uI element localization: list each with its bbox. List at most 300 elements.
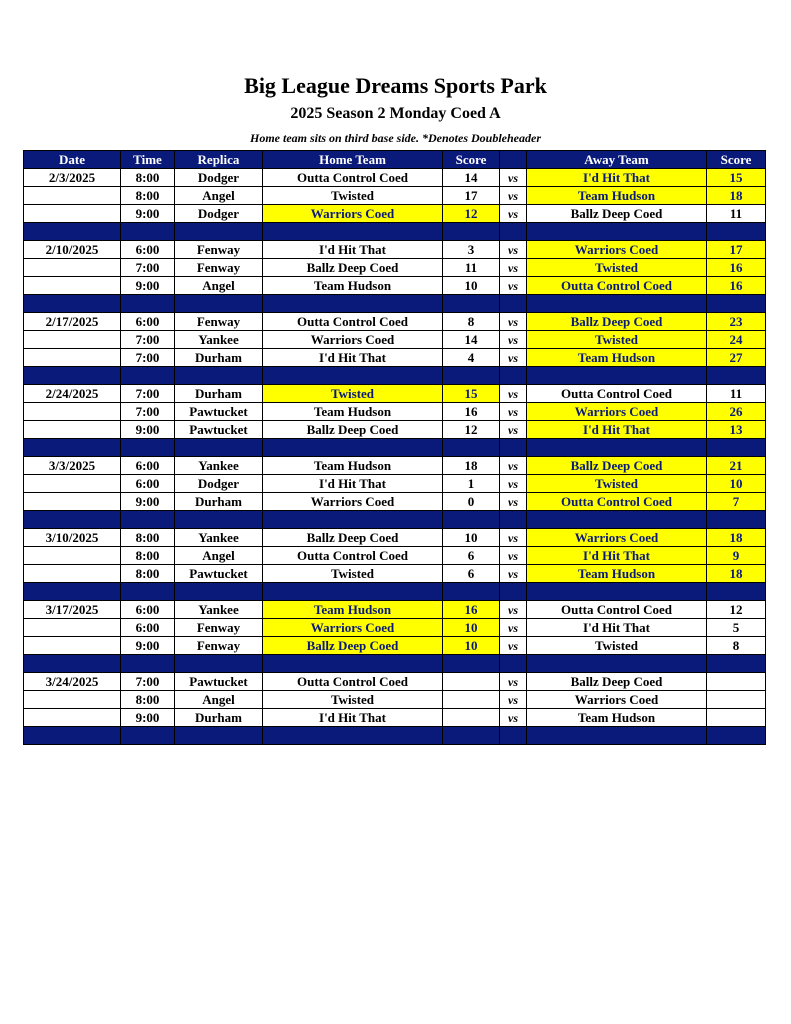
schedule-table	[23, 150, 766, 745]
separator-cell	[175, 295, 263, 313]
away-team: Twisted	[527, 637, 707, 655]
away-team: I'd Hit That	[527, 169, 707, 187]
col-header-vs	[500, 151, 527, 169]
game-row	[24, 313, 766, 331]
game-replica: Fenway	[175, 259, 263, 277]
home-team: I'd Hit That	[263, 475, 443, 493]
away-score: 10	[707, 475, 766, 493]
week-separator	[24, 727, 766, 745]
away-score	[707, 709, 766, 727]
game-replica: Durham	[175, 493, 263, 511]
separator-cell	[175, 439, 263, 457]
game-time: 8:00	[121, 565, 175, 583]
home-team: Warriors Coed	[263, 331, 443, 349]
away-team: Twisted	[527, 475, 707, 493]
separator-cell	[707, 583, 766, 601]
away-team: Ballz Deep Coed	[527, 313, 707, 331]
separator-cell	[24, 367, 121, 385]
home-score: 11	[443, 259, 500, 277]
page-subtitle: 2025 Season 2 Monday Coed A	[290, 105, 501, 122]
away-team: Ballz Deep Coed	[527, 673, 707, 691]
game-row	[24, 709, 766, 727]
separator-cell	[527, 223, 707, 241]
game-row	[24, 529, 766, 547]
home-team: Outta Control Coed	[263, 169, 443, 187]
game-row	[24, 673, 766, 691]
game-row	[24, 385, 766, 403]
game-row	[24, 241, 766, 259]
game-date	[24, 205, 121, 223]
separator-cell	[707, 439, 766, 457]
week-separator	[24, 439, 766, 457]
col-header-date: Date	[24, 151, 121, 169]
game-time: 8:00	[121, 529, 175, 547]
game-date	[24, 277, 121, 295]
game-time: 7:00	[121, 349, 175, 367]
home-score: 12	[443, 205, 500, 223]
separator-cell	[24, 727, 121, 745]
game-row	[24, 637, 766, 655]
game-time: 8:00	[121, 169, 175, 187]
home-team: Team Hudson	[263, 457, 443, 475]
separator-cell	[707, 223, 766, 241]
game-date: 2/24/2025	[24, 385, 121, 403]
game-replica: Pawtucket	[175, 421, 263, 439]
away-score: 17	[707, 241, 766, 259]
separator-cell	[121, 511, 175, 529]
separator-cell	[175, 655, 263, 673]
separator-cell	[175, 727, 263, 745]
away-team: Warriors Coed	[527, 403, 707, 421]
vs-label: vs	[500, 277, 527, 295]
separator-cell	[263, 295, 443, 313]
separator-cell	[707, 367, 766, 385]
separator-cell	[24, 223, 121, 241]
game-row	[24, 619, 766, 637]
away-team: Warriors Coed	[527, 241, 707, 259]
game-replica: Pawtucket	[175, 673, 263, 691]
game-date: 3/24/2025	[24, 673, 121, 691]
separator-cell	[527, 511, 707, 529]
game-row	[24, 277, 766, 295]
home-team: Outta Control Coed	[263, 673, 443, 691]
away-team: I'd Hit That	[527, 421, 707, 439]
col-header-home-score: Score	[443, 151, 500, 169]
home-team: Warriors Coed	[263, 493, 443, 511]
separator-cell	[443, 727, 500, 745]
home-score: 10	[443, 619, 500, 637]
home-team: I'd Hit That	[263, 709, 443, 727]
separator-cell	[175, 367, 263, 385]
separator-cell	[121, 583, 175, 601]
away-score: 27	[707, 349, 766, 367]
game-row	[24, 457, 766, 475]
away-score: 15	[707, 169, 766, 187]
home-team: Team Hudson	[263, 277, 443, 295]
away-team: Twisted	[527, 259, 707, 277]
separator-cell	[443, 583, 500, 601]
home-score: 3	[443, 241, 500, 259]
home-score: 10	[443, 637, 500, 655]
game-replica: Angel	[175, 277, 263, 295]
game-date	[24, 565, 121, 583]
col-header-away-score: Score	[707, 151, 766, 169]
separator-cell	[443, 223, 500, 241]
game-row	[24, 259, 766, 277]
vs-label: vs	[500, 637, 527, 655]
vs-label: vs	[500, 709, 527, 727]
away-score: 7	[707, 493, 766, 511]
away-team: Outta Control Coed	[527, 493, 707, 511]
away-score: 24	[707, 331, 766, 349]
home-score: 14	[443, 169, 500, 187]
separator-cell	[500, 367, 527, 385]
home-team: Twisted	[263, 187, 443, 205]
separator-cell	[121, 223, 175, 241]
separator-cell	[263, 655, 443, 673]
home-score: 18	[443, 457, 500, 475]
vs-label: vs	[500, 529, 527, 547]
away-team: Outta Control Coed	[527, 385, 707, 403]
separator-cell	[175, 223, 263, 241]
separator-cell	[24, 295, 121, 313]
separator-cell	[707, 727, 766, 745]
game-replica: Dodger	[175, 169, 263, 187]
header-row	[24, 151, 766, 169]
separator-cell	[175, 583, 263, 601]
game-replica: Durham	[175, 385, 263, 403]
game-time: 7:00	[121, 673, 175, 691]
separator-cell	[121, 655, 175, 673]
game-date	[24, 403, 121, 421]
game-date: 3/3/2025	[24, 457, 121, 475]
separator-cell	[263, 511, 443, 529]
separator-cell	[443, 655, 500, 673]
separator-cell	[527, 439, 707, 457]
game-row	[24, 475, 766, 493]
vs-label: vs	[500, 169, 527, 187]
game-time: 6:00	[121, 457, 175, 475]
home-score: 16	[443, 601, 500, 619]
home-team: Warriors Coed	[263, 619, 443, 637]
separator-cell	[263, 583, 443, 601]
game-replica: Pawtucket	[175, 403, 263, 421]
game-time: 9:00	[121, 709, 175, 727]
home-score: 0	[443, 493, 500, 511]
game-row	[24, 331, 766, 349]
away-score: 8	[707, 637, 766, 655]
separator-cell	[121, 727, 175, 745]
home-score: 10	[443, 277, 500, 295]
game-row	[24, 547, 766, 565]
game-replica: Angel	[175, 691, 263, 709]
game-time: 6:00	[121, 475, 175, 493]
game-replica: Yankee	[175, 529, 263, 547]
game-row	[24, 601, 766, 619]
separator-cell	[175, 511, 263, 529]
separator-cell	[500, 511, 527, 529]
game-time: 7:00	[121, 331, 175, 349]
game-date: 2/10/2025	[24, 241, 121, 259]
home-score: 14	[443, 331, 500, 349]
game-replica: Yankee	[175, 457, 263, 475]
week-separator	[24, 511, 766, 529]
away-team: Ballz Deep Coed	[527, 457, 707, 475]
game-time: 8:00	[121, 187, 175, 205]
separator-cell	[500, 439, 527, 457]
game-replica: Durham	[175, 709, 263, 727]
game-date	[24, 349, 121, 367]
separator-cell	[443, 367, 500, 385]
home-team: Twisted	[263, 691, 443, 709]
away-score: 11	[707, 385, 766, 403]
vs-label: vs	[500, 493, 527, 511]
week-separator	[24, 655, 766, 673]
separator-cell	[24, 439, 121, 457]
home-team: I'd Hit That	[263, 241, 443, 259]
game-date: 2/3/2025	[24, 169, 121, 187]
home-team: Ballz Deep Coed	[263, 421, 443, 439]
separator-cell	[263, 367, 443, 385]
game-time: 9:00	[121, 493, 175, 511]
separator-cell	[121, 367, 175, 385]
week-separator	[24, 367, 766, 385]
vs-label: vs	[500, 421, 527, 439]
separator-cell	[443, 439, 500, 457]
home-score	[443, 673, 500, 691]
game-date	[24, 259, 121, 277]
separator-cell	[527, 367, 707, 385]
away-team: Team Hudson	[527, 565, 707, 583]
away-score	[707, 673, 766, 691]
away-team: Team Hudson	[527, 187, 707, 205]
game-row	[24, 205, 766, 223]
away-score	[707, 691, 766, 709]
separator-cell	[500, 655, 527, 673]
vs-label: vs	[500, 691, 527, 709]
vs-label: vs	[500, 187, 527, 205]
home-score: 15	[443, 385, 500, 403]
vs-label: vs	[500, 565, 527, 583]
home-team: Twisted	[263, 385, 443, 403]
separator-cell	[707, 295, 766, 313]
home-score: 10	[443, 529, 500, 547]
vs-label: vs	[500, 457, 527, 475]
home-team: Warriors Coed	[263, 205, 443, 223]
home-score: 6	[443, 565, 500, 583]
away-team: Warriors Coed	[527, 529, 707, 547]
home-team: Ballz Deep Coed	[263, 637, 443, 655]
game-replica: Fenway	[175, 313, 263, 331]
away-team: Ballz Deep Coed	[527, 205, 707, 223]
vs-label: vs	[500, 331, 527, 349]
away-team: I'd Hit That	[527, 547, 707, 565]
game-time: 9:00	[121, 421, 175, 439]
vs-label: vs	[500, 403, 527, 421]
game-date	[24, 619, 121, 637]
schedule-body	[24, 169, 766, 745]
game-date	[24, 691, 121, 709]
game-date	[24, 421, 121, 439]
game-date: 3/10/2025	[24, 529, 121, 547]
game-replica: Angel	[175, 187, 263, 205]
game-time: 8:00	[121, 691, 175, 709]
game-row	[24, 421, 766, 439]
home-score: 16	[443, 403, 500, 421]
separator-cell	[443, 295, 500, 313]
separator-cell	[707, 655, 766, 673]
game-time: 7:00	[121, 403, 175, 421]
separator-cell	[121, 439, 175, 457]
game-row	[24, 187, 766, 205]
away-score: 23	[707, 313, 766, 331]
home-team: Ballz Deep Coed	[263, 259, 443, 277]
away-team: Warriors Coed	[527, 691, 707, 709]
home-score	[443, 709, 500, 727]
away-score: 26	[707, 403, 766, 421]
away-team: Twisted	[527, 331, 707, 349]
game-time: 7:00	[121, 259, 175, 277]
home-team: I'd Hit That	[263, 349, 443, 367]
game-replica: Dodger	[175, 205, 263, 223]
away-score: 11	[707, 205, 766, 223]
game-replica: Fenway	[175, 619, 263, 637]
col-header-away-team: Away Team	[527, 151, 707, 169]
away-score: 16	[707, 259, 766, 277]
vs-label: vs	[500, 547, 527, 565]
home-team: Outta Control Coed	[263, 313, 443, 331]
game-date	[24, 187, 121, 205]
separator-cell	[500, 295, 527, 313]
away-team: Team Hudson	[527, 349, 707, 367]
home-score: 12	[443, 421, 500, 439]
vs-label: vs	[500, 601, 527, 619]
game-date	[24, 331, 121, 349]
separator-cell	[527, 727, 707, 745]
separator-cell	[24, 583, 121, 601]
separator-cell	[24, 655, 121, 673]
week-separator	[24, 295, 766, 313]
game-date: 3/17/2025	[24, 601, 121, 619]
game-date	[24, 637, 121, 655]
away-score: 18	[707, 529, 766, 547]
separator-cell	[443, 511, 500, 529]
separator-cell	[527, 583, 707, 601]
separator-cell	[500, 223, 527, 241]
vs-label: vs	[500, 241, 527, 259]
home-team: Outta Control Coed	[263, 547, 443, 565]
col-header-home-team: Home Team	[263, 151, 443, 169]
game-replica: Angel	[175, 547, 263, 565]
game-time: 6:00	[121, 241, 175, 259]
home-team: Twisted	[263, 565, 443, 583]
home-score: 6	[443, 547, 500, 565]
separator-cell	[500, 727, 527, 745]
away-score: 18	[707, 187, 766, 205]
game-time: 8:00	[121, 547, 175, 565]
separator-cell	[263, 223, 443, 241]
separator-cell	[527, 295, 707, 313]
away-score: 12	[707, 601, 766, 619]
game-date	[24, 547, 121, 565]
separator-cell	[527, 655, 707, 673]
home-score	[443, 691, 500, 709]
game-row	[24, 349, 766, 367]
separator-cell	[263, 439, 443, 457]
home-score: 17	[443, 187, 500, 205]
home-score: 1	[443, 475, 500, 493]
game-row	[24, 169, 766, 187]
game-date	[24, 475, 121, 493]
game-date: 2/17/2025	[24, 313, 121, 331]
game-time: 9:00	[121, 205, 175, 223]
game-date	[24, 709, 121, 727]
separator-cell	[707, 511, 766, 529]
vs-label: vs	[500, 349, 527, 367]
week-separator	[24, 583, 766, 601]
separator-cell	[24, 511, 121, 529]
game-replica: Yankee	[175, 331, 263, 349]
home-team: Team Hudson	[263, 403, 443, 421]
game-replica: Dodger	[175, 475, 263, 493]
col-header-time: Time	[121, 151, 175, 169]
away-score: 13	[707, 421, 766, 439]
vs-label: vs	[500, 673, 527, 691]
page-title: Big League Dreams Sports Park	[244, 73, 547, 98]
game-row	[24, 403, 766, 421]
away-team: Outta Control Coed	[527, 277, 707, 295]
col-header-replica: Replica	[175, 151, 263, 169]
game-replica: Fenway	[175, 241, 263, 259]
away-score: 21	[707, 457, 766, 475]
away-score: 9	[707, 547, 766, 565]
separator-cell	[263, 727, 443, 745]
home-team: Ballz Deep Coed	[263, 529, 443, 547]
game-row	[24, 493, 766, 511]
vs-label: vs	[500, 205, 527, 223]
game-time: 9:00	[121, 277, 175, 295]
home-score: 4	[443, 349, 500, 367]
vs-label: vs	[500, 259, 527, 277]
home-team: Team Hudson	[263, 601, 443, 619]
away-team: Team Hudson	[527, 709, 707, 727]
game-replica: Yankee	[175, 601, 263, 619]
game-row	[24, 691, 766, 709]
game-row	[24, 565, 766, 583]
game-time: 6:00	[121, 619, 175, 637]
away-score: 5	[707, 619, 766, 637]
game-time: 6:00	[121, 313, 175, 331]
vs-label: vs	[500, 619, 527, 637]
game-replica: Durham	[175, 349, 263, 367]
home-score: 8	[443, 313, 500, 331]
game-time: 6:00	[121, 601, 175, 619]
vs-label: vs	[500, 385, 527, 403]
away-team: Outta Control Coed	[527, 601, 707, 619]
vs-label: vs	[500, 313, 527, 331]
week-separator	[24, 223, 766, 241]
away-score: 18	[707, 565, 766, 583]
separator-cell	[121, 295, 175, 313]
away-score: 16	[707, 277, 766, 295]
vs-label: vs	[500, 475, 527, 493]
game-replica: Pawtucket	[175, 565, 263, 583]
game-date	[24, 493, 121, 511]
away-team: I'd Hit That	[527, 619, 707, 637]
game-time: 9:00	[121, 637, 175, 655]
game-replica: Fenway	[175, 637, 263, 655]
schedule-note: Home team sits on third base side. *Denotes Doubleheader	[250, 131, 541, 145]
